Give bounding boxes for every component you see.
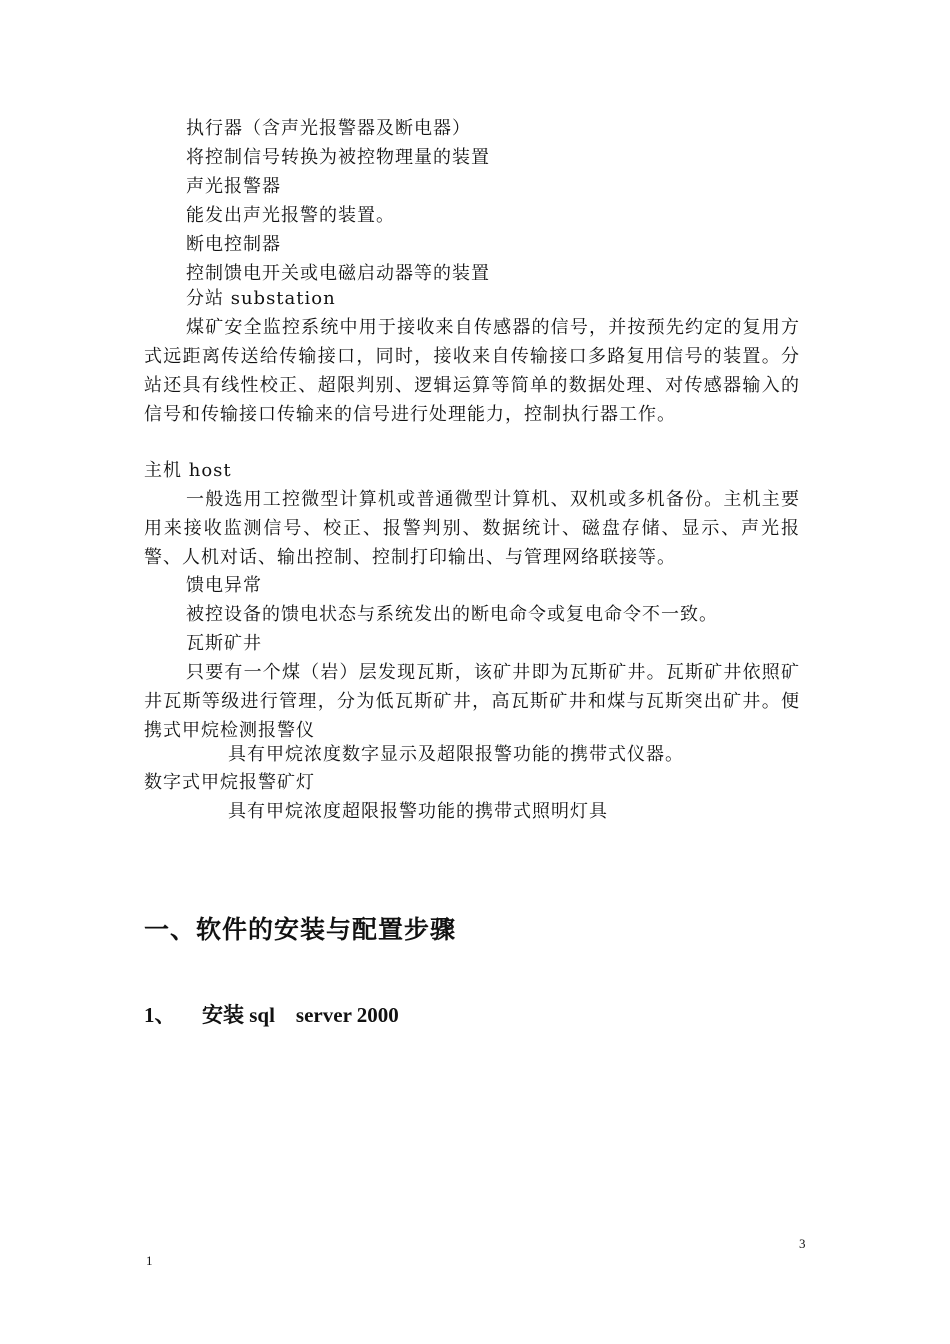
feed-anomaly-term: 馈电异常 [186,575,262,596]
substation-definition: 煤矿安全监控系统中用于接收来自传感器的信号，并按预先约定的复用方式远距离传送给传输接口，同时，接收来自传输接口多路复用信号的装置。分站还具有线性校正、超限判别、逻辑运算等简单的数据处理、对传感器输入的信号和传输接口传输来的信号进行处理能力，控制执行器工作。 [144,317,800,425]
actuator-term: 执行器（含声光报警器及断电器） [186,118,471,139]
host-definition: 一般选用工控微型计算机或普通微型计算机、双机或多机备份。主机主要用来接收监测信号、校正、报警判别、数据统计、磁盘存储、显示、声光报警、人机对话、输出控制、控制打印输出、与管理网络联接等。 [144,489,800,568]
alarm-term: 声光报警器 [186,176,281,197]
breaker-definition: 控制馈电开关或电磁启动器等的装置 [186,263,490,284]
step-title: 安装 sql server 2000 [202,1003,399,1027]
gas-mine-term: 瓦斯矿井 [186,633,262,654]
host-term: 主机 host [144,460,232,481]
step-heading [144,1000,399,1030]
step-number: 1、 [144,1003,176,1027]
page-number-right: 3 [799,1236,806,1251]
breaker-term: 断电控制器 [186,234,281,255]
feed-anomaly-definition: 被控设备的馈电状态与系统发出的断电命令或复电命令不一致。 [186,604,718,625]
alarm-lamp-definition: 具有甲烷浓度超限报警功能的携带式照明灯具 [228,801,608,822]
alarm-lamp-term: 数字式甲烷报警矿灯 [144,772,315,793]
page-number-left: 1 [146,1253,153,1268]
substation-term: 分站 substation [186,288,336,309]
portable-detector-definition: 具有甲烷浓度数字显示及超限报警功能的携带式仪器。 [228,744,684,765]
section-heading: 一、软件的安装与配置步骤 [144,915,457,944]
actuator-definition: 将控制信号转换为被控物理量的装置 [186,147,490,168]
alarm-definition: 能发出声光报警的装置。 [186,205,395,226]
gas-mine-definition: 只要有一个煤（岩）层发现瓦斯，该矿井即为瓦斯矿井。瓦斯矿井依照矿井瓦斯等级进行管理，分为低瓦斯矿井，高瓦斯矿井和煤与瓦斯突出矿井。便携式甲烷检测报警仪 [144,662,800,741]
